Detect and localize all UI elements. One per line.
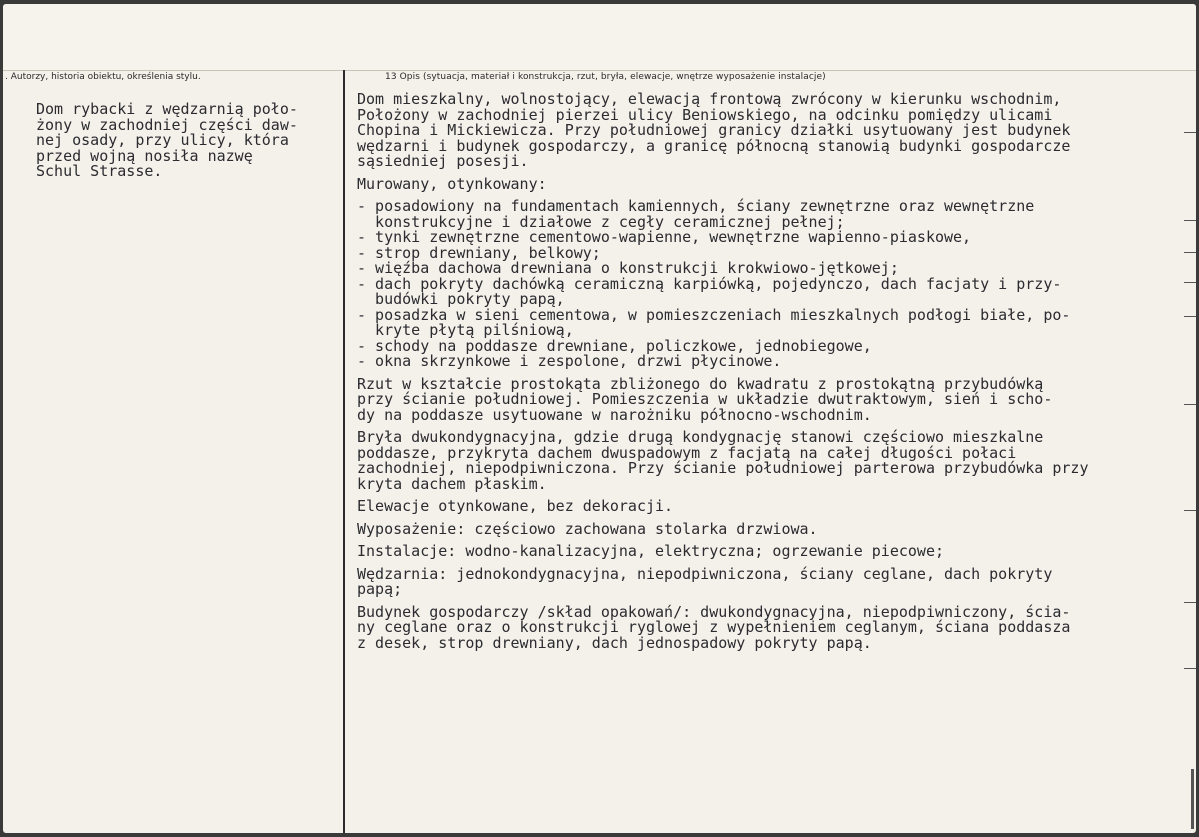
margin-tick (1184, 404, 1196, 405)
margin-tick (1184, 220, 1196, 221)
margin-tick (1184, 282, 1196, 283)
description-line: Budynek gospodarczy /skład opakowań/: dwukondygnacyjna, niepodpiwniczony, ścia- (357, 602, 1071, 621)
description-paragraph (357, 174, 1193, 193)
margin-tick (1184, 602, 1196, 603)
column-divider (343, 70, 345, 833)
right-column-header: 13 Opis (sytuacja, materiał i konstrukcja, rzut, bryła, elewacje, wnętrze wyposażenie instalacje) (385, 72, 826, 82)
description-line: z desek, strop drewniany, dach jednospadowy pokryty papą. (357, 633, 872, 652)
description-paragraph (357, 602, 1193, 652)
left-line: Dom rybacki z wędzarnią poło- (36, 100, 298, 118)
description-line: zachodniej, niepodpiwniczona. Przy ścianie południowej parterowa przybudówka przy (357, 459, 1089, 477)
left-line: przed wojną nosiła nazwę (36, 146, 253, 165)
description-line: papą; (357, 580, 403, 598)
description-paragraph (357, 564, 1193, 598)
margin-tick (1184, 132, 1196, 133)
margin-tick (1184, 668, 1196, 669)
left-line: nej osady, przy ulicy, która (36, 131, 289, 149)
description-line: Bryła dwukondygnacyjna, gdzie drugą kondygnację stanowi częściowo mieszkalne (357, 428, 1044, 446)
description-line: - strop drewniany, belkowy; (357, 243, 601, 262)
description-paragraph (357, 199, 1193, 370)
card-top-margin (3, 4, 1196, 70)
description-line: - okna skrzynkowe i zespolone, drzwi płycinowe. (357, 352, 782, 370)
right-column-text (357, 92, 1193, 651)
description-line: przy ścianie południowej. Pomieszczenia w układzie dwutraktowym, sień i scho- (357, 390, 1053, 408)
description-line: Wędzarnia: jednokondygnacyjna, niepodpiwniczona, ściany ceglane, dach pokryty (357, 564, 1053, 583)
description-line: kryte płytą pilśniową, (357, 321, 574, 339)
description-paragraph (357, 374, 1193, 424)
description-line: Chopina i Mickiewicza. Przy południowej granicy działki usytuowany jest budynek (357, 121, 1071, 139)
description-paragraph (357, 430, 1193, 492)
description-line: ny ceglane oraz o konstrukcji ryglowej z wypełnieniem ceglanym, ściana poddasza (357, 618, 1071, 636)
margin-tick (1184, 316, 1196, 317)
left-column-text (36, 102, 298, 180)
edge-mark (1191, 769, 1194, 829)
description-line: dy na poddasze usytuowane w narożniku północno-wschodnim. (357, 405, 872, 424)
left-column-header: . Autorzy, historia obiektu, określenia stylu. (5, 72, 201, 82)
description-line: - posadzka w sieni cementowa, w pomieszczeniach mieszkalnych podłogi białe, po- (357, 305, 1071, 324)
description-paragraph (357, 499, 1193, 515)
description-line: Elewacje otynkowane, bez dekoracji. (357, 497, 674, 515)
description-line: - posadowiony na fundamentach kamiennych, ściany zewnętrzne oraz wewnętrzne (357, 197, 1035, 215)
description-paragraph (357, 519, 1193, 538)
description-line: kryta dachem płaskim. (357, 474, 547, 493)
description-line: - tynki zewnętrzne cementowo-wapienne, wewnętrzne wapienno-piaskowe, (357, 228, 972, 246)
description-line: konstrukcyjne i działowe z cegły ceramicznej pełnej; (357, 212, 845, 231)
description-line: Położony w zachodniej pierzei ulicy Beniowskiego, na odcinku pomiędzy ulicami (357, 105, 1053, 124)
description-line: Murowany, otynkowany: (357, 174, 547, 193)
description-line: - dach pokryty dachówką ceramiczną karpiówką, pojedynczo, dach facjaty i przy- (357, 274, 1062, 293)
left-line: żony w zachodniej części daw- (36, 115, 298, 134)
description-line: Instalacje: wodno-kanalizacyjna, elektryczna; ogrzewanie piecowe; (357, 542, 944, 560)
description-line: wędzarni i budynek gospodarczy, a granicę północną stanowią budynki gospodarcze (357, 136, 1071, 155)
description-line: budówki pokryty papą, (357, 290, 565, 308)
description-line: poddasze, przykryta dachem dwuspadowym z facjatą na całej długości połaci (357, 443, 1017, 462)
margin-tick (1184, 252, 1196, 253)
document-card (3, 4, 1196, 833)
description-line: Dom mieszkalny, wolnostojący, elewacją frontową zwrócony w kierunku wschodnim, (357, 90, 1062, 108)
margin-tick (1184, 510, 1196, 511)
description-line: Rzut w kształcie prostokąta zbliżonego do kwadratu z prostokątną przybudówką (357, 374, 1044, 393)
description-paragraph (357, 92, 1193, 170)
description-line: sąsiedniej posesji. (357, 152, 529, 170)
description-line: - schody na poddasze drewniane, policzkowe, jednobiegowe, (357, 336, 872, 355)
left-line: Schul Strasse. (36, 162, 163, 180)
description-line: - więźba dachowa drewniana o konstrukcji krokwiowo-jętkowej; (357, 259, 899, 277)
header-rule (3, 70, 1196, 71)
description-paragraph (357, 544, 1193, 560)
description-line: Wyposażenie: częściowo zachowana stolarka drzwiowa. (357, 519, 818, 538)
